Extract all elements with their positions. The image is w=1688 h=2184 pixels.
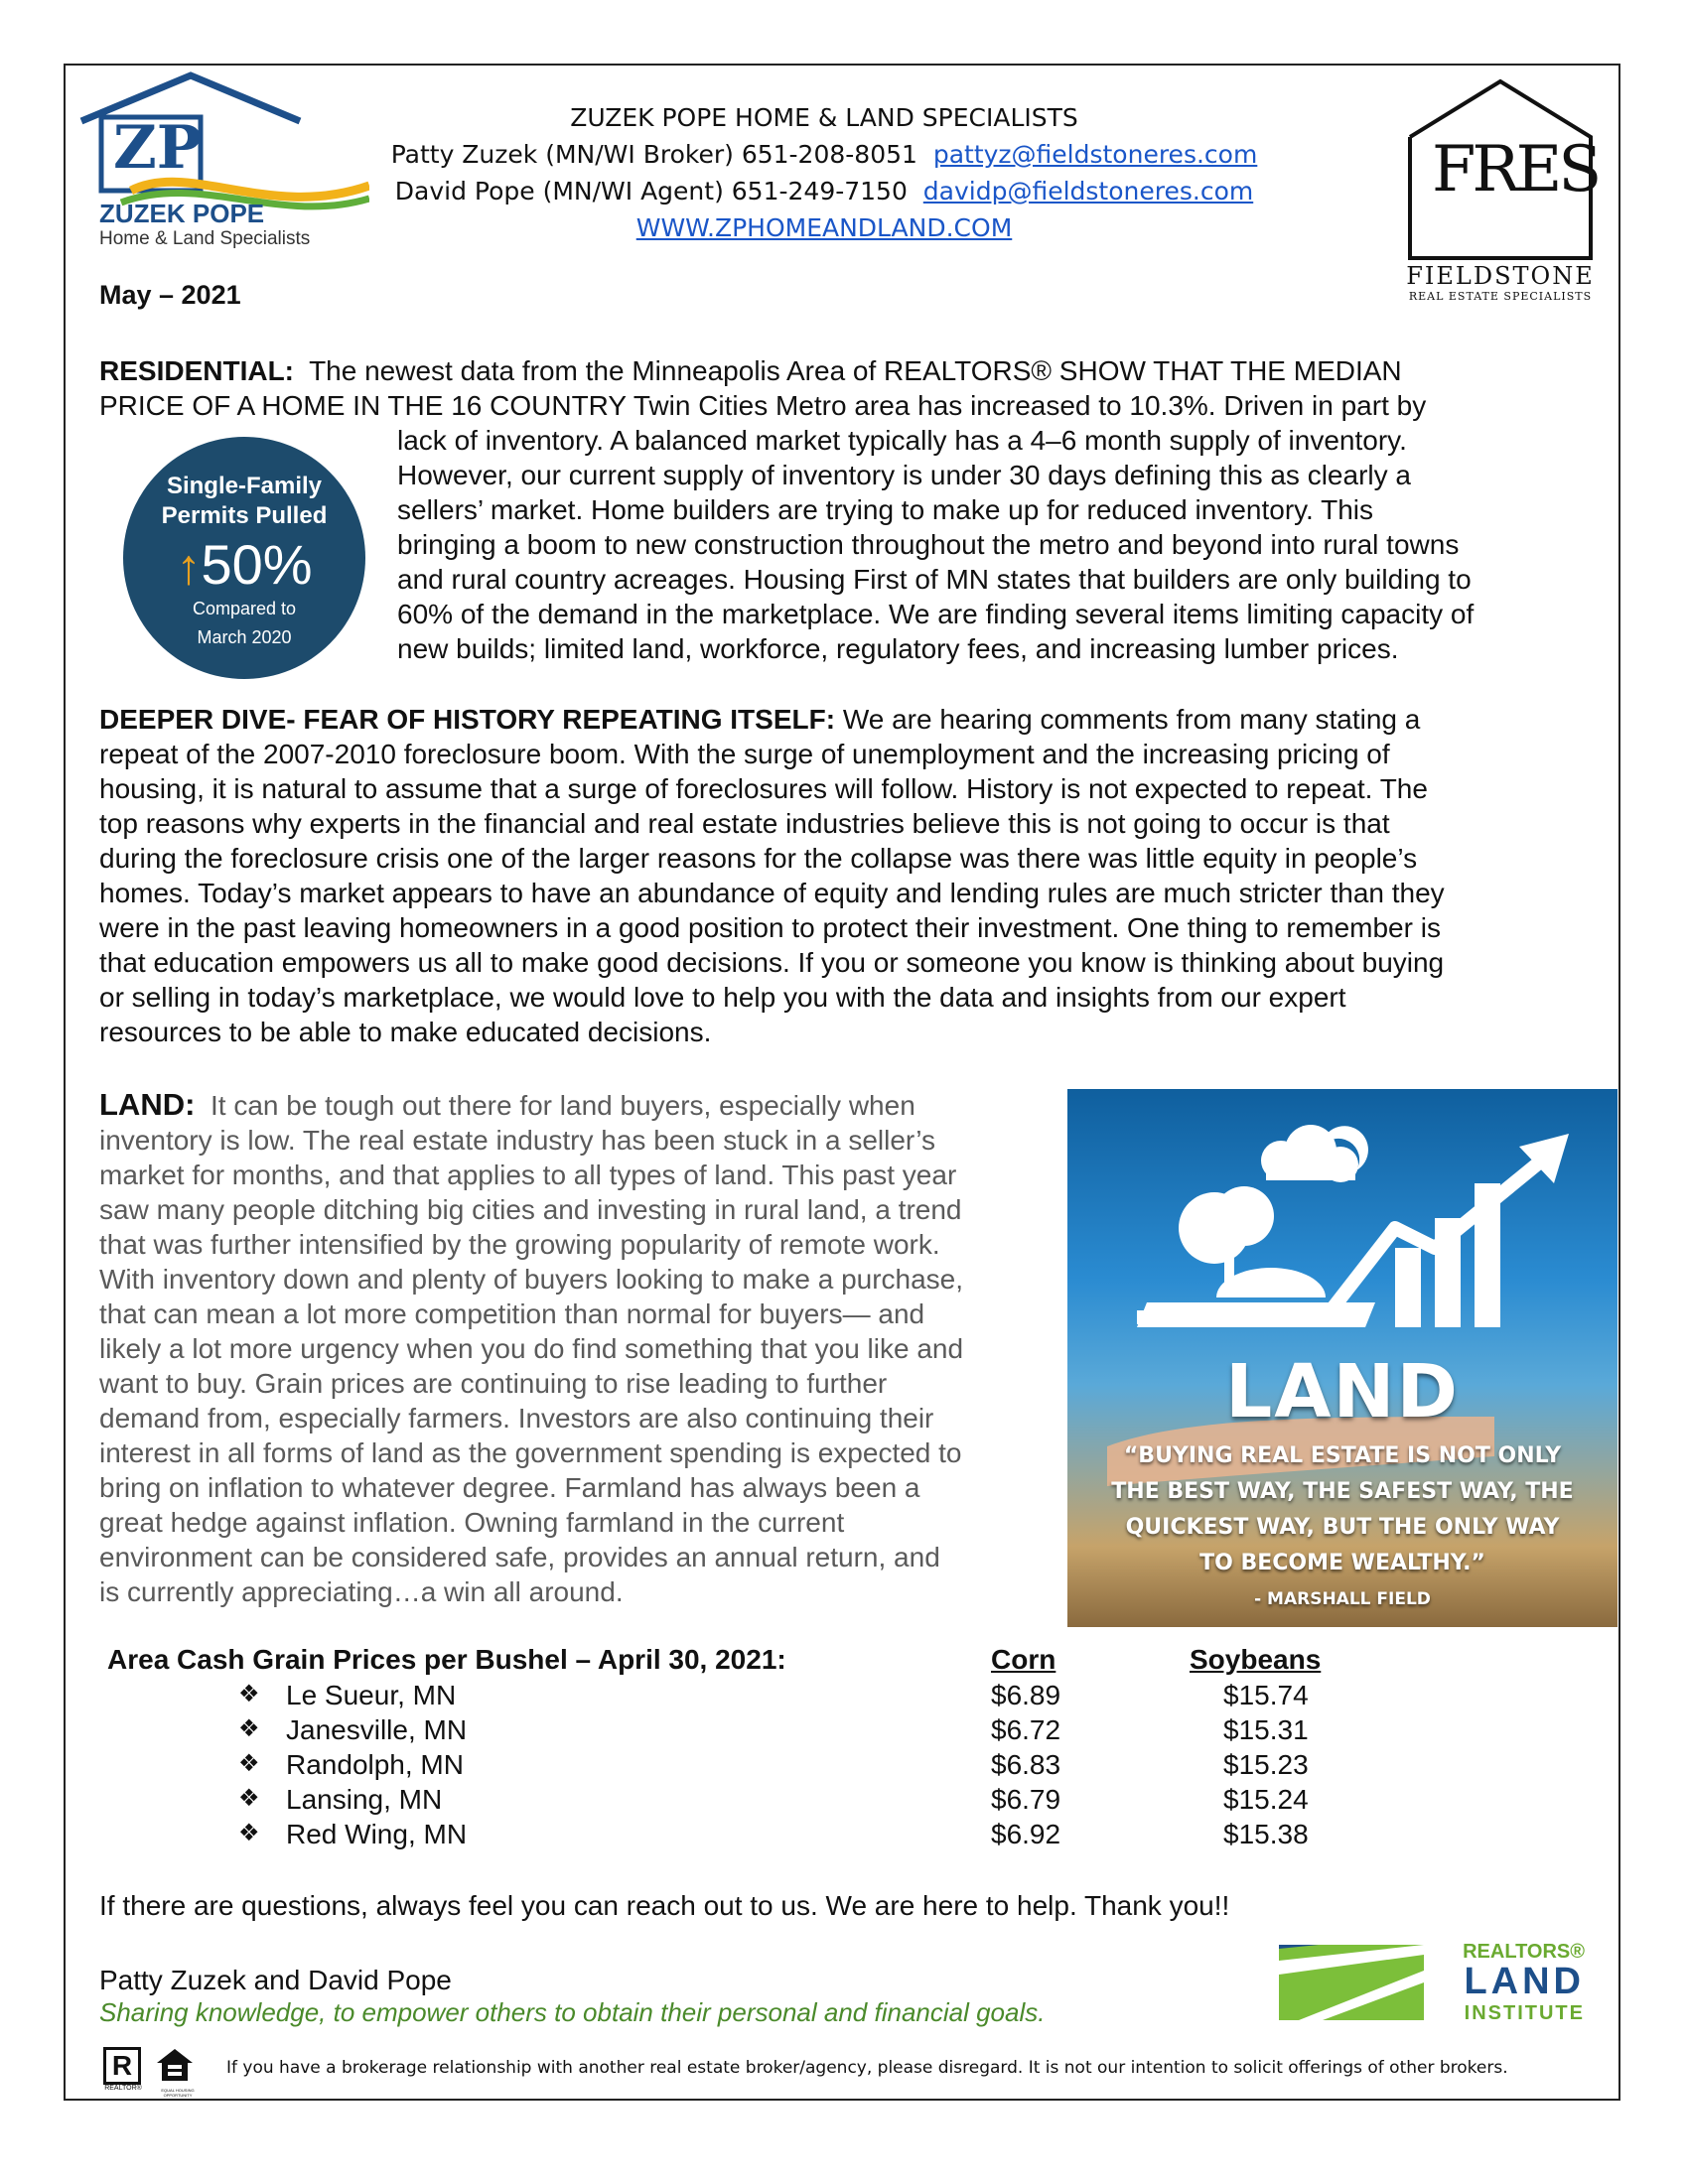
deeper-dive-line: homes. Today’s market appears to have an abundance of equity and lending rules are much stricter than they: [99, 878, 1445, 908]
land-line: want to buy. Grain prices are continuing to rise leading to further: [99, 1368, 888, 1399]
deeper-dive-line: [99, 702, 1633, 737]
residential-line-1: [99, 353, 1628, 388]
rli-line-1: REALTORS®: [1463, 1941, 1585, 1963]
rli-line-3: INSTITUTE: [1464, 2002, 1585, 2024]
bullet-icon: ❖: [238, 1749, 260, 1777]
deeper-dive-line: were in the past leaving homeowners in a good position to protect their investment. One thing to remember is: [99, 912, 1441, 943]
deeper-dive-heading: DEEPER DIVE- FEAR OF HISTORY REPEATING ITSELF:: [99, 704, 836, 735]
fieldstone-name: FIELDSTONE: [1406, 262, 1595, 290]
deeper-dive-line: or selling in today’s marketplace, we would love to help you with the data and insights from our expert: [99, 982, 1346, 1013]
logo-subtitle: Home & Land Specialists: [99, 228, 311, 249]
corn-column-header: Corn: [991, 1644, 1056, 1675]
quote-line: TO BECOME WEALTHY.”: [1199, 1551, 1485, 1575]
logo-name: ZUZEK POPE: [99, 199, 265, 228]
badge-percent: 50%: [201, 533, 313, 596]
land-line: demand from, especially farmers. Investors are also continuing their: [99, 1403, 934, 1433]
tagline: Sharing knowledge, to empower others to obtain their personal and financial goals.: [99, 1997, 1046, 2027]
land-line: environment can be considered safe, provides an annual return, and: [99, 1542, 940, 1572]
soybean-price: $15.31: [1223, 1714, 1309, 1745]
fieldstone-logo: [1396, 77, 1605, 304]
corn-price: $6.79: [991, 1784, 1061, 1815]
corn-price: $6.83: [991, 1749, 1061, 1780]
land-image-quote: [1077, 1438, 1608, 1617]
david-email-link[interactable]: davidp@fieldstoneres.com: [922, 177, 1254, 205]
david-phone: David Pope (MN/WI Agent) 651-249-7150: [394, 177, 908, 205]
letterhead: [328, 99, 1321, 246]
badge-line-4: March 2020: [197, 627, 292, 647]
realtors-land-institute-logo: [1279, 1941, 1587, 2026]
land-line: likely a lot more urgency when you do find something that you like and: [99, 1333, 964, 1364]
deeper-dive-line: housing, it is natural to assume that a surge of foreclosures will follow. History is not expected to repeat. The: [99, 773, 1428, 804]
badge-line-2: Permits Pulled: [161, 502, 328, 529]
residential-wrap-line: bringing a boom to new construction throughout the metro and beyond into rural towns: [397, 529, 1460, 560]
grain-location: Red Wing, MN: [286, 1819, 468, 1849]
land-section: [99, 1087, 1053, 1609]
land-heading: LAND:: [99, 1087, 196, 1122]
soybeans-column-header: Soybeans: [1190, 1644, 1322, 1675]
badge-line-3: Compared to: [192, 599, 297, 618]
grain-row: [0, 1784, 1688, 1819]
deeper-dive-text: We are hearing comments from many stating a: [842, 704, 1421, 735]
badge-percent-row: [123, 532, 365, 597]
land-line: that can mean a lot more competition than normal for buyers— and: [99, 1298, 925, 1329]
residential-text: The newest data from the Minneapolis Area of REALTORS® SHOW THAT THE MEDIAN: [309, 355, 1402, 386]
equal-housing-icon: [155, 2047, 195, 2083]
quote-line: THE BEST WAY, THE SAFEST WAY, THE: [1111, 1479, 1574, 1504]
residential-wrap-line: lack of inventory. A balanced market typically has a 4–6 month supply of inventory.: [397, 425, 1407, 456]
grain-row: [0, 1819, 1688, 1853]
equal-housing-logo: [155, 2047, 203, 2098]
patty-phone: Patty Zuzek (MN/WI Broker) 651-208-8051: [390, 140, 917, 169]
disclaimer: If you have a brokerage relationship with another real estate broker/agency, please disregard. It is not our intention to solicit offerings of other brokers.: [226, 2058, 1508, 2078]
land-line: saw many people ditching big cities and investing in rural land, a trend: [99, 1194, 962, 1225]
soybean-price: $15.24: [1223, 1784, 1309, 1815]
rli-line-2: LAND: [1464, 1961, 1585, 2002]
corn-price: $6.92: [991, 1819, 1061, 1849]
grain-row: [0, 1714, 1688, 1749]
david-contact: [328, 173, 1321, 209]
residential-wrap-line: sellers’ market. Home builders are trying to make up for reduced inventory. This: [397, 494, 1374, 525]
deeper-dive-line: repeat of the 2007-2010 foreclosure boom. With the surge of unemployment and the increasing pricing of: [99, 739, 1390, 769]
residential-wrap-text: [397, 423, 1628, 666]
bullet-icon: ❖: [238, 1714, 260, 1742]
quote-line: QUICKEST WAY, BUT THE ONLY WAY: [1125, 1515, 1560, 1540]
badge-line-1: Single-Family: [166, 473, 323, 499]
quote-line: “BUYING REAL ESTATE IS NOT ONLY: [1123, 1443, 1562, 1468]
issue-date: May – 2021: [99, 280, 241, 310]
corn-price: $6.72: [991, 1714, 1061, 1745]
land-text: It can be tough out there for land buyers, especially when: [210, 1090, 915, 1121]
residential-wrap-line: and rural country acreages. Housing First of MN states that builders are only building to: [397, 564, 1472, 595]
land-line: market for months, and that applies to all types of land. This past year: [99, 1160, 957, 1190]
grain-location: Randolph, MN: [286, 1749, 464, 1780]
land-line: interest in all forms of land as the government spending is expected to: [99, 1437, 962, 1468]
residential-section: [99, 353, 1628, 423]
realtor-caption: REALTOR®: [104, 2085, 142, 2092]
equal-housing-caption: EQUAL HOUSING OPPORTUNITY: [161, 2088, 195, 2098]
land-line: [99, 1087, 1053, 1123]
grain-location: Lansing, MN: [286, 1784, 443, 1815]
land-quote-image: [1067, 1089, 1618, 1627]
bullet-icon: ❖: [238, 1784, 260, 1812]
land-image-word: LAND: [1225, 1349, 1460, 1434]
land-line: great hedge against inflation. Owning farmland in the current: [99, 1507, 845, 1538]
bullet-icon: ❖: [238, 1819, 260, 1846]
land-line: bring on inflation to whatever degree. Farmland has always been a: [99, 1472, 920, 1503]
deeper-dive-line: top reasons why experts in the financial and real estate industries believe this is not going to occur is that: [99, 808, 1390, 839]
soybean-price: $15.38: [1223, 1819, 1309, 1849]
grain-location: Le Sueur, MN: [286, 1680, 457, 1710]
permits-badge: [123, 437, 365, 679]
residential-wrap-line: 60% of the demand in the marketplace. We are finding several items limiting capacity of: [397, 599, 1475, 629]
rli-field-icon: [1279, 1941, 1424, 2020]
deeper-dive-line: resources to be able to make educated decisions.: [99, 1017, 712, 1047]
grain-location: Janesville, MN: [286, 1714, 468, 1745]
land-line: With inventory down and plenty of buyers looking to make a purchase,: [99, 1264, 964, 1295]
residential-wrap-line: new builds; limited land, workforce, regulatory fees, and increasing lumber prices.: [397, 633, 1399, 664]
land-line: is currently appreciating…a win all around.: [99, 1576, 624, 1607]
deeper-dive-line: that education empowers us all to make good decisions. If you or someone you know is thinking about buying: [99, 947, 1445, 978]
soybean-price: $15.23: [1223, 1749, 1309, 1780]
realtor-logo: [103, 2047, 147, 2095]
residential-heading: RESIDENTIAL:: [99, 355, 294, 386]
land-line: inventory is low. The real estate industry has been stuck in a seller’s: [99, 1125, 935, 1156]
grain-row: [0, 1680, 1688, 1714]
deeper-dive-section: [99, 702, 1633, 1049]
up-arrow-icon: ↑: [176, 539, 202, 595]
patty-contact: [328, 136, 1321, 173]
corn-price: $6.89: [991, 1680, 1061, 1710]
quote-attribution: - MARSHALL FIELD: [1254, 1589, 1431, 1609]
land-line: that was further intensified by the growing popularity of remote work.: [99, 1229, 940, 1260]
realtor-r-icon: R: [103, 2047, 141, 2085]
fieldstone-mark: FRES: [1432, 133, 1599, 206]
logo-initials: ZP: [113, 113, 202, 183]
bullet-icon: ❖: [238, 1680, 260, 1707]
grain-prices-title: Area Cash Grain Prices per Bushel – April 30, 2021:: [107, 1644, 786, 1675]
website-link[interactable]: WWW.ZPHOMEANDLAND.COM: [635, 213, 1013, 242]
company-name: ZUZEK POPE HOME & LAND SPECIALISTS: [570, 103, 1078, 132]
zuzek-pope-logo: [71, 71, 369, 256]
grain-row: [0, 1749, 1688, 1784]
signature: Patty Zuzek and David Pope: [99, 1965, 452, 1995]
closing-text: If there are questions, always feel you can reach out to us. We are here to help. Thank you!!: [99, 1890, 1230, 1921]
residential-line-2: PRICE OF A HOME IN THE 16 COUNTRY Twin Cities Metro area has increased to 10.3%. Driven in part by: [99, 390, 1427, 421]
fieldstone-subtitle: REAL ESTATE SPECIALISTS: [1408, 290, 1593, 303]
patty-email-link[interactable]: pattyz@fieldstoneres.com: [932, 140, 1258, 169]
soybean-price: $15.74: [1223, 1680, 1309, 1710]
deeper-dive-line: during the foreclosure crisis one of the larger reasons for the collapse was there was little equity in people’s: [99, 843, 1418, 874]
residential-wrap-line: However, our current supply of inventory is under 30 days defining this as clearly a: [397, 460, 1411, 490]
